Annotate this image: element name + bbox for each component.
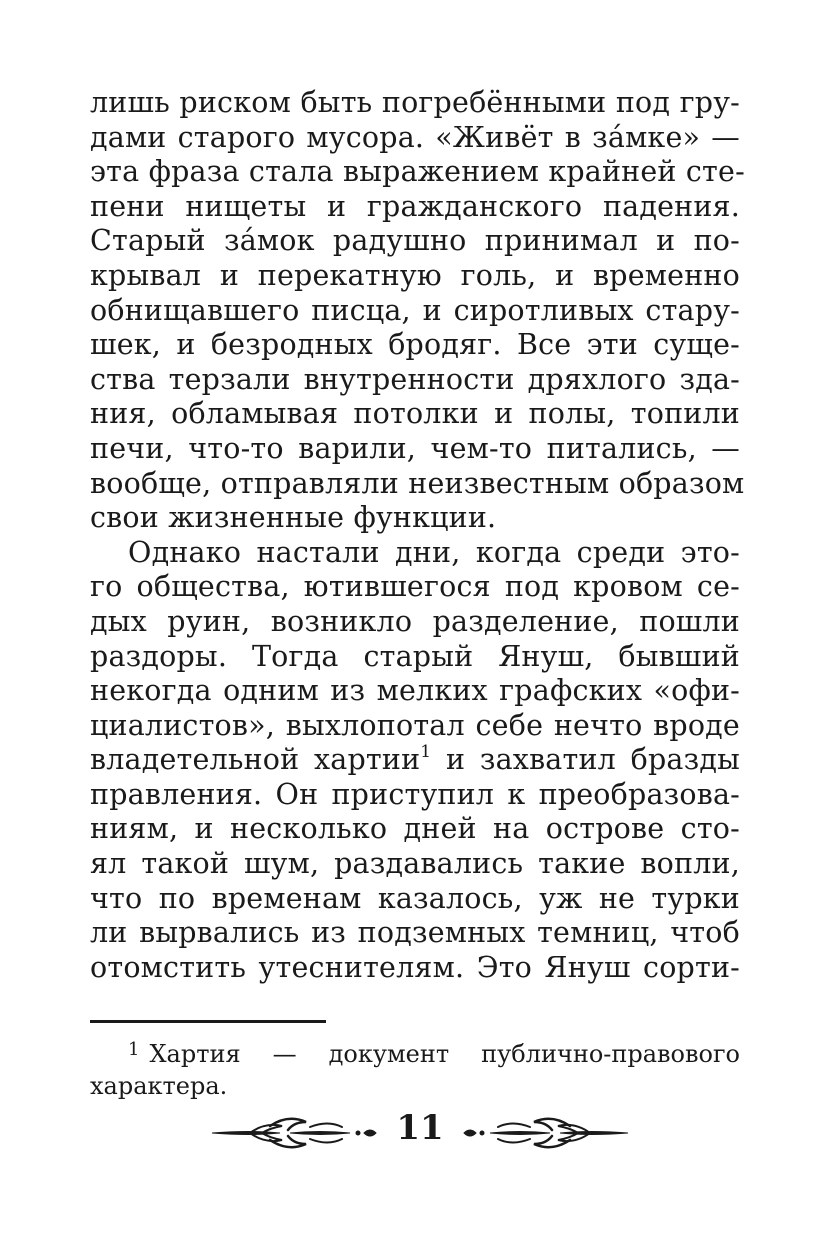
text-line: ства терзали внутренности дряхлого зда- [90,362,740,396]
text-line: лишь риском быть погребёнными под гру- [90,86,740,119]
text-line: раздоры. Тогда старый Януш, бывший [90,639,740,673]
text-line: крывал и перекатную голь, и временно [90,258,740,292]
text-line: го общества, ютившегося под кровом се- [90,570,740,604]
page-footer [210,1100,630,1160]
footnote-divider [90,1020,326,1023]
text-line: ял такой шум, раздавались такие вопли, [90,847,740,881]
text-line: ниям, и несколько дней на острове сто- [90,812,740,846]
text-line: эта фраза стала выражением крайней сте- [90,155,745,189]
footnote-line: характера. [90,1072,228,1100]
text-segment: владетельной хартии [90,743,421,777]
text-line: некогда одним из мелких графских «офи- [90,674,740,708]
main-text [90,86,745,985]
text-line: свои жизненные функции. [90,501,497,535]
text-line: отомстить утеснителям. Это Януш сорти- [90,950,740,984]
text-line: ния, обламывая потолки и полы, топили [90,397,740,431]
text-line: циалистов», выхлопотал себе нечто вроде [90,708,740,742]
text-line: дых руин, возникло разделение, пошли [90,604,740,638]
footnote-reference[interactable]: 1 [420,741,432,762]
text-line: печи, что-то варили, чем-то питались, — [90,431,740,465]
text-line: пени нищеты и гражданского падения. [90,189,740,223]
footnote-line [90,1038,740,1070]
text-line: ли вырвались из подземных темниц, чтоб [90,916,740,950]
footnote-mark: 1 [128,1039,140,1060]
text-line: правления. Он приступил к преобразова- [90,777,740,811]
text-line: дами старого мусора. «Живёт в за́мке» — [90,120,740,154]
text-line: Старый за́мок радушно принимал и по- [90,224,740,258]
text-line: шек, и безродных бродяг. Все эти суще- [90,328,740,362]
text-segment: и захватил бразды [446,743,741,777]
text-line: Однако настали дни, когда среди это- [128,535,740,569]
footnote [90,1038,740,1102]
page-number: 11 [396,1108,444,1148]
text-line: что по временам казалось, уж не турки [90,881,740,915]
text-line-with-footnote-ref [90,743,740,778]
footnote-text: Хартия — документ публично-правового [149,1040,740,1068]
text-line: обнищавшего писца, и сиротливых стару- [90,293,740,327]
text-line: вообще, отправляли неизвестным образом [90,466,745,500]
